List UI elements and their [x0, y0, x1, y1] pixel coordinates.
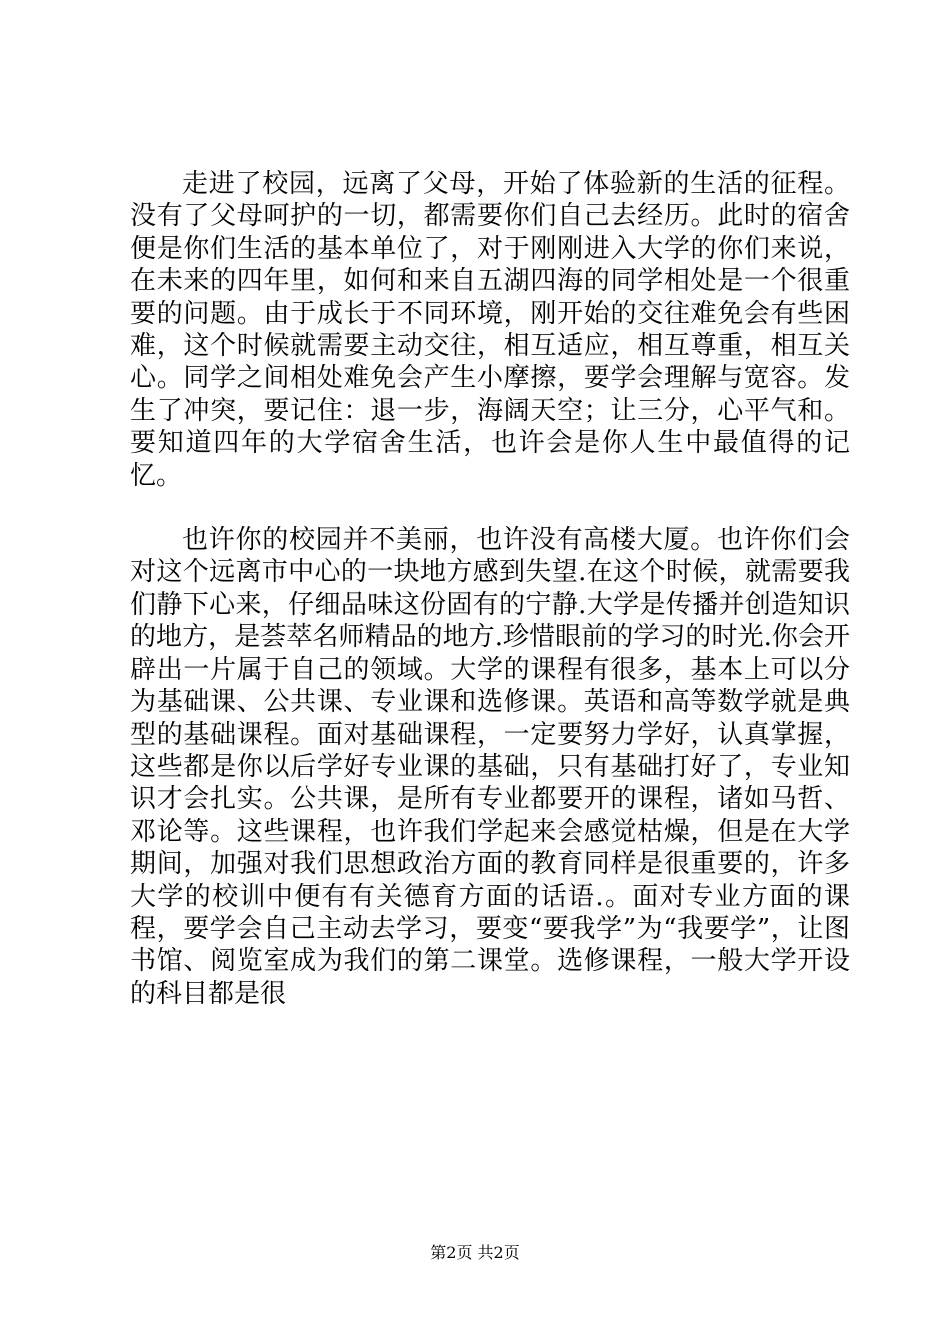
paragraph-dormitory-life: 走进了校园，远离了父母，开始了体验新的生活的征程。没有了父母呵护的一切，都需要你们自己去经历。此时的宿舍便是你们生活的基本单位了，对于刚刚进入大学的你们来说，在未来的四年里，如何和来自五湖四海的同学相处是一个很重要的问题。由于成长于不同环境，刚开始的交往难免会有些困难，这个时候就需要主动交往，相互适应，相互尊重，相互关心。同学之间相处难免会产生小摩擦，要学会理解与宽容。发生了冲突，要记住：退一步，海阔天空；让三分，心平气和。要知道四年的大学宿舍生活，也许会是你人生中最值得的记忆。	[130, 169, 850, 491]
document-body	[130, 168, 850, 1010]
page-footer: 第2页 共2页	[430, 1243, 520, 1262]
paragraph-campus-courses: 也许你的校园并不美丽，也许没有高楼大厦。也许你们会对这个远离市中心的一块地方感到失望.在这个时候，就需要我们静下心来，仔细品味这份固有的宁静.大学是传播并创造知识的地方，是荟萃名师精品的地方.珍惜眼前的学习的时光.你会开辟出一片属于自己的领域。大学的课程有很多，基本上可以分为基础课、公共课、专业课和选修课。英语和高等数学就是典型的基础课程。面对基础课程，一定要努力学好，认真掌握，这些都是你以后学好专业课的基础，只有基础打好了，专业知识才会扎实。公共课，是所有专业都要开的课程，诸如马哲、邓论等。这些课程，也许我们学起来会感觉枯燥，但是在大学期间，加强对我们思想政治方面的教育同样是很重要的，许多大学的校训中便有有关德育方面的话语.。面对专业方面的课程，要学会自己主动去学习，要变“要我学”为“我要学”，让图书馆、阅览室成为我们的第二课堂。选修课程，一般大学开设的科目都是很	[130, 525, 850, 1009]
